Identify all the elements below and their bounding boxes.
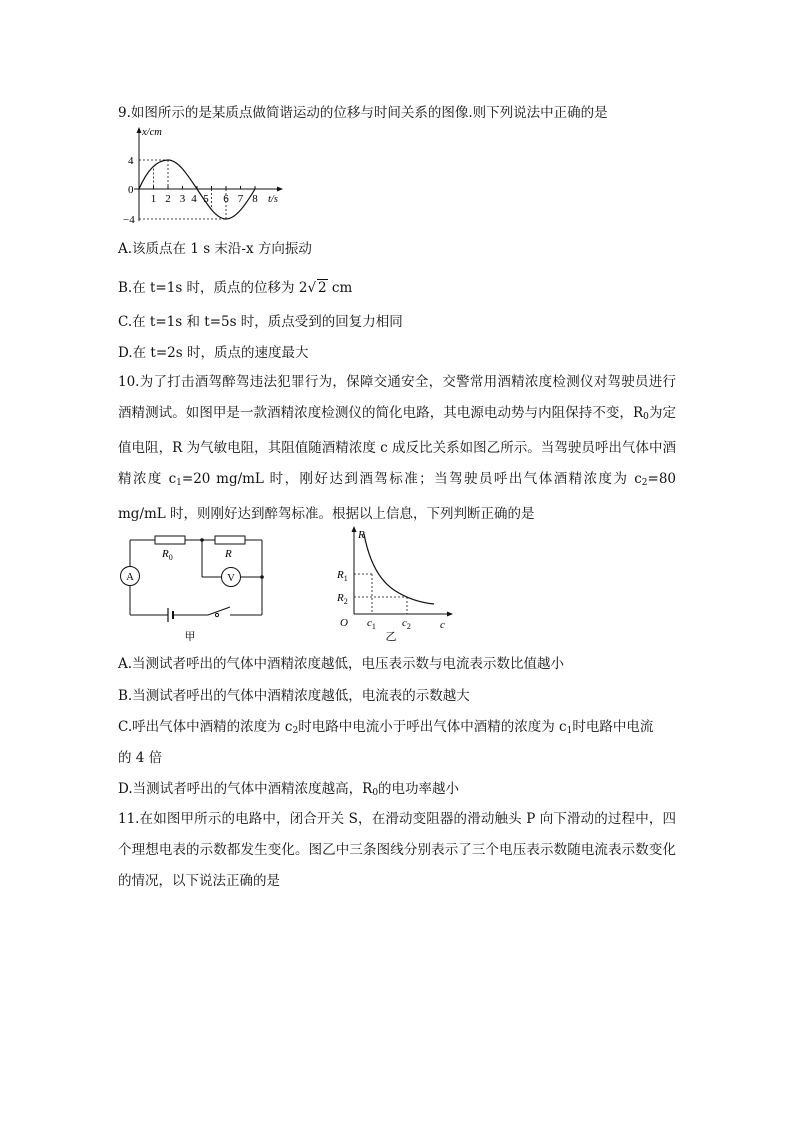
q10-resistance-graph [334,522,460,644]
rc-x-axis-label: c [440,619,445,631]
q10-option-a: A.当测试者呼出的气体中酒精浓度越低，电压表示数与电流表示数比值越小 [118,656,565,672]
q9-y-axis-label: x/cm [142,127,162,138]
q9-displacement-graph [120,124,290,226]
rc-y-axis-label: R [358,529,365,541]
r0-resistor [155,536,185,544]
rc-curve [364,534,434,604]
r2-label: $R_2$ [337,592,348,606]
q10-circuit-diagram [120,527,270,645]
switch [208,607,230,615]
ammeter-label: A [126,572,134,583]
q9-y-tick-0: 0 [128,184,134,196]
q10-option-d: D.当测试者呼出的气体中酒精浓度越高，$R_0$的电功率越小 [118,781,460,798]
q10-option-b: B.当测试者呼出的气体中酒精浓度越低，电流表的示数越大 [118,688,470,704]
q11-stem: 11.在如图甲所示的电路中，闭合开关 S，在滑动变阻器的滑动触头 P 向下滑动的过程中，四个理想电表的示数都发生变化。图乙中三条图线分别表示了三个电压表示数随电流表示数变化的情况，以下说法正确的是 [118,811,676,889]
r-resistor [215,536,245,544]
r-label: R [225,548,232,560]
rc-origin: O [340,617,348,629]
q9-x-tick: 3 [179,193,186,205]
q9-x-tick: 4 [191,193,197,205]
q10-option-c: C.呼出气体中酒精的浓度为 $c_2$时电路中电流小于呼出气体中酒精的浓度为 $c_1$时电路中电流 [118,719,654,736]
q9-x-tick: 6 [223,193,229,205]
c1-label: $c_1$ [367,617,376,631]
q9-option-a: A.该质点在 1 s 末沿-x 方向振动 [118,241,312,257]
r0-label: $R_0$ [162,548,173,562]
q9-x-tick: 2 [165,193,171,205]
q9-x-tick: 5 [203,193,209,205]
q9-x-tick: 7 [237,193,244,205]
q10-stem: 10.为了打击酒驾醉驾违法犯罪行为，保障交通安全，交警常用酒精浓度检测仪对驾驶员进行酒精测试。如图甲是一款酒精浓度检测仪的简化电路，其电源电动势与内阻保持不变，$R_0$为定值电阻，R 为气敏电阻，其阻值随酒精浓度 c 成反比关系如图乙所示。当驾驶员呼出气体中酒精浓度 $c_1=20$ mg/mL 时，刚好达到酒驾标准；当驾驶员呼出气体酒精浓度为 $c_2=80$ mg/mL 时，则刚好达到醉驾标准。根据以上信息，下列判断正确的是 [118,374,677,522]
circuit-caption: 甲 [184,631,196,643]
q9-option-b-text: B.在 t=1s 时，质点的位移为 2 [118,280,308,296]
graph-caption: 乙 [385,631,397,643]
q9-x-axis-label: t/s [268,194,278,205]
q9-option-c: C.在 t=1s 和 t=5s 时，质点受到的回复力相同 [118,314,403,330]
q9-option-b: B.在 t=1s 时，质点的位移为 2√ 2 cm [118,280,353,296]
q9-x-tick: 8 [252,193,258,205]
r1-label: $R_1$ [337,569,348,583]
sqrt-symbol: √ 2 [307,280,327,296]
q9-option-d: D.在 t=2s 时，质点的速度最大 [118,345,309,361]
q9-x-tick: 1 [150,193,157,205]
voltmeter-label: V [227,573,235,584]
q9-y-tick-4: 4 [128,155,134,167]
q10-option-c-continued: 的 4 倍 [118,750,163,766]
c2-label: $c_2$ [402,617,411,631]
q9-y-tick-neg4: −4 [123,214,135,226]
q9-stem: 9.如图所示的是某质点做简谐运动的位移与时间关系的图像.则下列说法中正确的是 [118,105,608,121]
